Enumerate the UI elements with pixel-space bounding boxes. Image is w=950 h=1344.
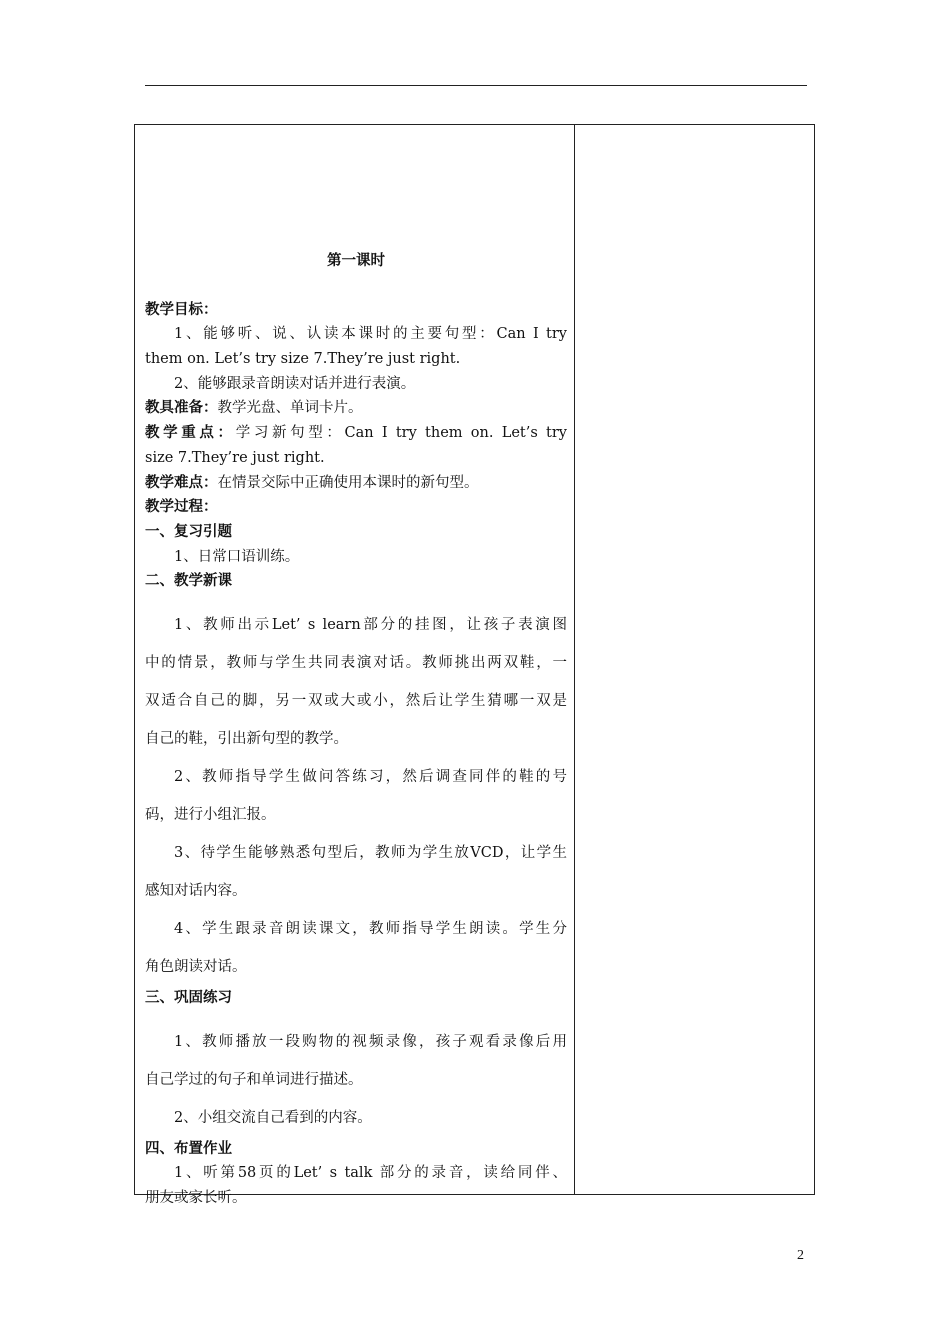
page-number: 2 xyxy=(797,1248,804,1263)
lesson-content-cell xyxy=(145,249,567,1211)
key-points-line-1: 学习新句型：Can I try them on. Let’s try xyxy=(235,425,567,442)
section-2-p2-line-1: 2、教师指导学生做问答练习，然后调查同伴的鞋的号 xyxy=(174,768,567,785)
preparation-label: 教具准备： xyxy=(145,400,218,417)
section-1-item-1: 1、日常口语训练。 xyxy=(174,548,300,565)
column-divider xyxy=(574,125,575,1194)
difficulties-text: 在情景交际中正确使用本课时的新句型。 xyxy=(217,474,479,491)
section-2-p4-line-2: 角色朗读对话。 xyxy=(145,958,247,975)
section-2-p1-line-3: 双适合自己的脚，另一双或大或小，然后让学生猜哪一双是 xyxy=(145,692,567,709)
section-2-heading: 二、教学新课 xyxy=(145,573,232,590)
objective-2: 2、能够跟录音朗读对话并进行表演。 xyxy=(174,375,416,392)
section-4-p1-line-2: 朋友或家长听。 xyxy=(145,1190,247,1206)
key-points-row xyxy=(145,421,567,446)
objective-1-line-2: them on. Let’s try size 7.They’re just right. xyxy=(145,351,461,368)
difficulties-row xyxy=(145,471,567,496)
lesson-title: 第一课时 xyxy=(327,253,385,269)
header-rule xyxy=(145,85,807,86)
section-2-p3-line-1: 3、待学生能够熟悉句型后，教师为学生放VCD，让学生 xyxy=(174,844,567,861)
section-3-p1-line-1: 1、教师播放一段购物的视频录像，孩子观看录像后用 xyxy=(174,1033,567,1050)
section-3-p1-line-2: 自己学过的句子和单词进行描述。 xyxy=(145,1071,363,1088)
section-2-p2-line-2: 码，进行小组汇报。 xyxy=(145,806,276,823)
section-3-heading: 三、巩固练习 xyxy=(145,989,232,1006)
section-3-p2: 2、小组交流自己看到的内容。 xyxy=(174,1109,372,1126)
lesson-plan-table xyxy=(134,124,815,1206)
section-2-p1-line-4: 自己的鞋，引出新句型的教学。 xyxy=(145,730,348,747)
key-points-label: 教学重点： xyxy=(145,425,236,442)
difficulties-label: 教学难点： xyxy=(145,474,218,491)
section-2-p4-line-1: 4、学生跟录音朗读课文，教师指导学生朗读。学生分 xyxy=(174,920,567,937)
objectives-heading: 教学目标： xyxy=(145,301,218,318)
preparation-text: 教学光盘、单词卡片。 xyxy=(217,400,363,417)
process-heading: 教学过程： xyxy=(145,499,218,516)
preparation-row xyxy=(145,396,567,421)
section-4-p1-line-1: 1、听第58页的Let’ s talk 部分的录音，读给同伴、 xyxy=(174,1165,567,1182)
section-2-p1-line-1: 1、教师出示Let’ s learn部分的挂图，让孩子表演图 xyxy=(174,616,567,633)
section-2-p3-line-2: 感知对话内容。 xyxy=(145,882,247,899)
objective-1-line-1: 1、能够听、说、认读本课时的主要句型：Can I try xyxy=(174,326,567,343)
section-1-heading: 一、复习引题 xyxy=(145,523,232,540)
section-4-heading: 四、布置作业 xyxy=(145,1140,232,1157)
section-2-p1-line-2: 中的情景，教师与学生共同表演对话。教师挑出两双鞋，一 xyxy=(145,654,567,671)
key-points-line-2: size 7.They’re just right. xyxy=(145,449,325,466)
